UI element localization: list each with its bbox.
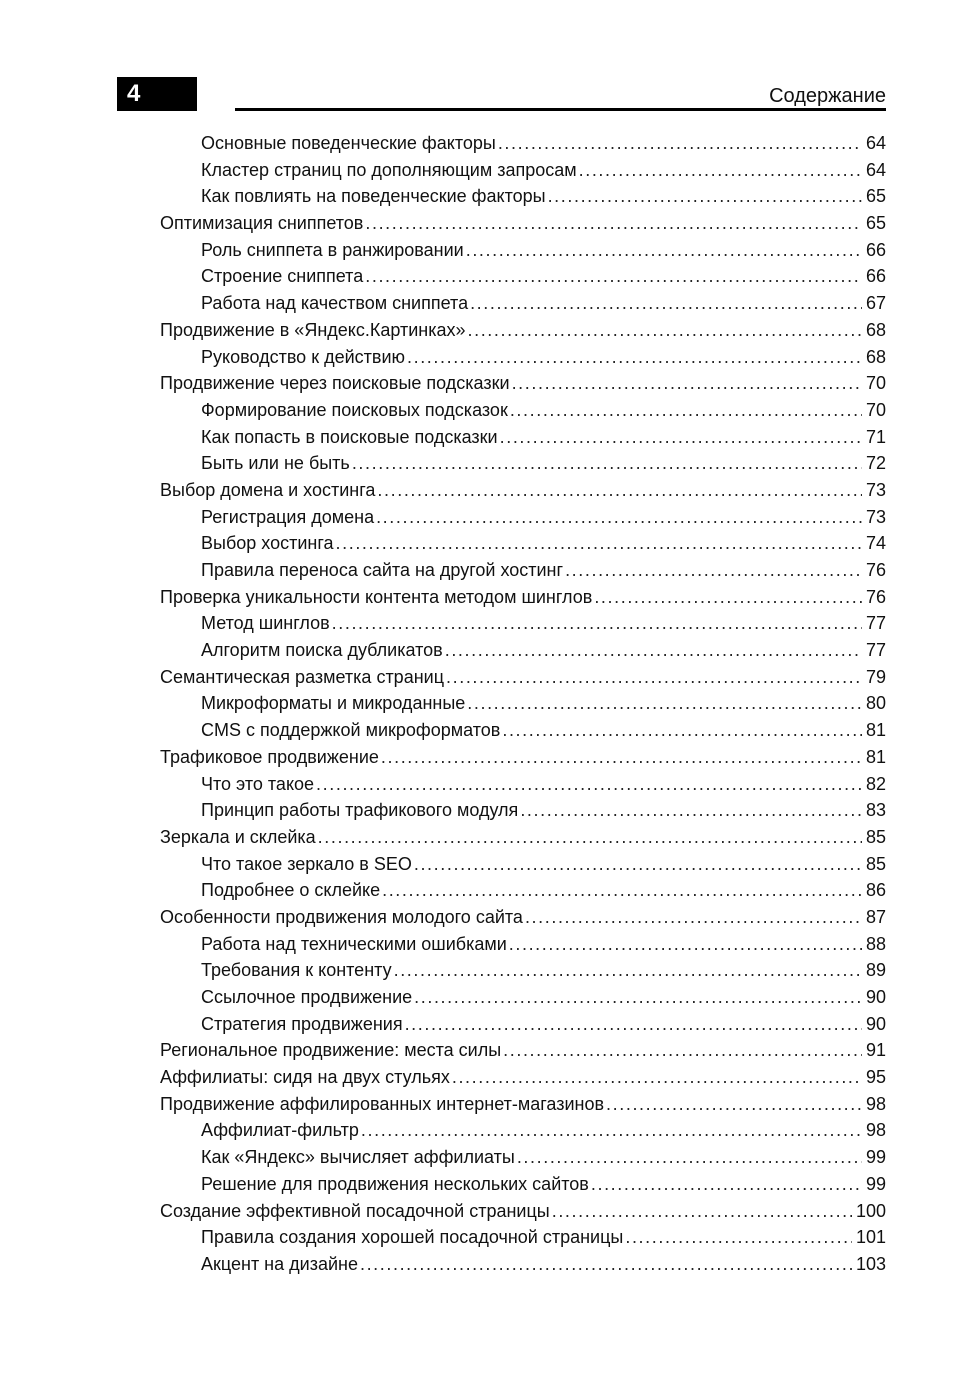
toc-dot-leader xyxy=(594,584,862,611)
toc-subsection-entry xyxy=(160,797,886,824)
toc-dot-leader xyxy=(316,771,862,798)
toc-dot-leader xyxy=(414,851,862,878)
toc-entry-title: Регистрация домена xyxy=(201,506,375,527)
toc-subsection-entry xyxy=(160,1224,886,1251)
toc-dot-leader xyxy=(318,824,862,851)
toc-entry-title: Как попасть в поисковые подсказки xyxy=(201,426,498,447)
toc-entry-page-number: 95 xyxy=(865,1067,886,1088)
toc-entry-page-number: 82 xyxy=(865,773,886,794)
table-of-contents xyxy=(160,130,886,1278)
toc-entry-title: Создание эффективной посадочной страницы xyxy=(160,1200,550,1221)
toc-dot-leader xyxy=(510,397,862,424)
toc-entry-page-number: 85 xyxy=(865,826,886,847)
toc-entry-page-number: 83 xyxy=(865,800,886,821)
toc-dot-leader xyxy=(502,717,862,744)
toc-subsection-entry xyxy=(160,530,886,557)
toc-entry-title: Выбор хостинга xyxy=(201,533,334,554)
toc-entry-title: Продвижение аффилированных интернет-магазинов xyxy=(160,1093,605,1114)
toc-subsection-entry xyxy=(160,690,886,717)
toc-entry-page-number: 87 xyxy=(865,906,886,927)
toc-dot-leader xyxy=(512,370,862,397)
toc-entry-page-number: 79 xyxy=(865,666,886,687)
toc-entry-title: Правила создания хорошей посадочной страницы xyxy=(201,1227,624,1248)
toc-entry-title: Что такое зеркало в SEO xyxy=(201,853,412,874)
toc-subsection-entry xyxy=(160,610,886,637)
toc-dot-leader xyxy=(606,1091,862,1118)
toc-entry-page-number: 81 xyxy=(865,720,886,741)
toc-dot-leader xyxy=(445,637,862,664)
toc-subsection-entry xyxy=(160,344,886,371)
toc-dot-leader xyxy=(525,904,862,931)
toc-subsection-entry xyxy=(160,957,886,984)
toc-dot-leader xyxy=(503,1037,862,1064)
toc-entry-title: Работа над качеством сниппета xyxy=(201,293,469,314)
toc-entry-title: Как «Яндекс» вычисляет аффилиаты xyxy=(201,1147,515,1168)
toc-dot-leader xyxy=(500,424,862,451)
toc-dot-leader xyxy=(414,984,862,1011)
toc-entry-page-number: 67 xyxy=(865,293,886,314)
toc-entry-page-number: 66 xyxy=(865,239,886,260)
toc-subsection-entry xyxy=(160,1011,886,1038)
toc-subsection-entry xyxy=(160,237,886,264)
toc-subsection-entry xyxy=(160,263,886,290)
toc-entry-title: CMS с поддержкой микроформатов xyxy=(201,720,501,741)
toc-entry-title: Стратегия продвижения xyxy=(201,1013,403,1034)
toc-entry-title: Требования к контенту xyxy=(201,960,392,981)
toc-subsection-entry xyxy=(160,450,886,477)
toc-dot-leader xyxy=(470,290,862,317)
toc-entry-page-number: 64 xyxy=(865,159,886,180)
toc-subsection-entry xyxy=(160,637,886,664)
toc-section-entry xyxy=(160,1064,886,1091)
toc-entry-title: Аффилиат-фильтр xyxy=(201,1120,359,1141)
toc-entry-page-number: 65 xyxy=(865,213,886,234)
toc-entry-page-number: 73 xyxy=(865,506,886,527)
toc-entry-page-number: 88 xyxy=(865,933,886,954)
toc-section-entry xyxy=(160,370,886,397)
toc-dot-leader xyxy=(452,1064,862,1091)
toc-dot-leader xyxy=(332,610,862,637)
toc-entry-page-number: 80 xyxy=(865,693,886,714)
toc-dot-leader xyxy=(552,1198,852,1225)
toc-entry-page-number: 74 xyxy=(865,533,886,554)
toc-entry-page-number: 98 xyxy=(865,1093,886,1114)
toc-dot-leader xyxy=(509,931,862,958)
toc-entry-title: Акцент на дизайне xyxy=(201,1253,358,1274)
toc-dot-leader xyxy=(365,210,862,237)
toc-entry-page-number: 81 xyxy=(865,746,886,767)
toc-section-entry xyxy=(160,1198,886,1225)
toc-dot-leader xyxy=(394,957,862,984)
toc-entry-title: Зеркала и склейка xyxy=(160,826,316,847)
toc-subsection-entry xyxy=(160,851,886,878)
toc-subsection-entry xyxy=(160,771,886,798)
toc-dot-leader xyxy=(376,504,862,531)
toc-dot-leader xyxy=(365,263,862,290)
toc-entry-page-number: 77 xyxy=(865,613,886,634)
toc-entry-title: Алгоритм поиска дубликатов xyxy=(201,640,443,661)
toc-entry-title: Микроформаты и микроданные xyxy=(201,693,466,714)
running-head-title: Содержание xyxy=(769,85,886,107)
toc-entry-title: Работа над техническими ошибками xyxy=(201,933,507,954)
toc-dot-leader xyxy=(466,237,862,264)
toc-subsection-entry xyxy=(160,877,886,904)
toc-entry-title: Проверка уникальности контента методом шинглов xyxy=(160,586,593,607)
toc-subsection-entry xyxy=(160,984,886,1011)
toc-entry-title: Что это такое xyxy=(201,773,315,794)
toc-dot-leader xyxy=(377,477,862,504)
toc-entry-title: Оптимизация сниппетов xyxy=(160,213,364,234)
toc-section-entry xyxy=(160,317,886,344)
toc-subsection-entry xyxy=(160,1144,886,1171)
toc-dot-leader xyxy=(548,183,862,210)
toc-entry-title: Региональное продвижение: места силы xyxy=(160,1040,502,1061)
toc-subsection-entry xyxy=(160,717,886,744)
toc-entry-page-number: 103 xyxy=(855,1253,886,1274)
toc-entry-title: Руководство к действию xyxy=(201,346,405,367)
toc-dot-leader xyxy=(360,1251,852,1278)
toc-entry-title: Решение для продвижения нескольких сайтов xyxy=(201,1173,589,1194)
toc-dot-leader xyxy=(520,797,862,824)
toc-section-entry xyxy=(160,664,886,691)
toc-section-entry xyxy=(160,477,886,504)
toc-dot-leader xyxy=(517,1144,862,1171)
toc-entry-page-number: 73 xyxy=(865,479,886,500)
toc-entry-title: Трафиковое продвижение xyxy=(160,746,379,767)
toc-entry-page-number: 89 xyxy=(865,960,886,981)
toc-entry-page-number: 90 xyxy=(865,987,886,1007)
toc-entry-page-number: 99 xyxy=(865,1173,886,1194)
toc-subsection-entry xyxy=(160,424,886,451)
toc-entry-page-number: 68 xyxy=(865,319,886,340)
toc-entry-title: Семантическая разметка страниц xyxy=(160,666,445,687)
toc-subsection-entry xyxy=(160,130,886,157)
toc-entry-page-number: 66 xyxy=(865,266,886,287)
toc-entry-page-number: 64 xyxy=(865,133,886,153)
toc-dot-leader xyxy=(498,130,862,157)
toc-entry-title: Продвижение через поисковые подсказки xyxy=(160,373,510,394)
toc-section-entry xyxy=(160,584,886,611)
toc-entry-page-number: 72 xyxy=(865,453,886,474)
toc-dot-leader xyxy=(352,450,862,477)
toc-entry-page-number: 77 xyxy=(865,640,886,661)
toc-subsection-entry xyxy=(160,1251,886,1278)
toc-entry-title: Как повлиять на поведенческие факторы xyxy=(201,186,546,207)
toc-entry-title: Метод шинглов xyxy=(201,613,330,634)
toc-entry-title: Быть или не быть xyxy=(201,453,350,474)
toc-subsection-entry xyxy=(160,557,886,584)
toc-entry-page-number: 98 xyxy=(865,1120,886,1141)
toc-entry-page-number: 100 xyxy=(855,1200,886,1221)
toc-section-entry xyxy=(160,744,886,771)
toc-dot-leader xyxy=(446,664,862,691)
toc-dot-leader xyxy=(405,1011,862,1038)
toc-entry-page-number: 76 xyxy=(865,560,886,580)
toc-entry-title: Кластер страниц по дополняющим запросам xyxy=(201,159,577,180)
toc-subsection-entry xyxy=(160,397,886,424)
toc-dot-leader xyxy=(382,877,862,904)
toc-subsection-entry xyxy=(160,504,886,531)
page-number: 4 xyxy=(117,77,197,111)
toc-entry-title: Роль сниппета в ранжировании xyxy=(201,239,464,260)
toc-entry-title: Выбор домена и хостинга xyxy=(160,479,376,500)
toc-entry-title: Правила переноса сайта на другой хостинг xyxy=(201,560,564,580)
toc-entry-page-number: 70 xyxy=(865,373,886,394)
toc-entry-page-number: 68 xyxy=(865,346,886,367)
toc-entry-page-number: 99 xyxy=(865,1147,886,1168)
toc-dot-leader xyxy=(361,1117,862,1144)
toc-dot-leader xyxy=(407,344,862,371)
toc-entry-title: Ссылочное продвижение xyxy=(201,987,413,1007)
toc-subsection-entry xyxy=(160,1117,886,1144)
toc-dot-leader xyxy=(381,744,862,771)
toc-dot-leader xyxy=(565,557,862,584)
toc-entry-title: Формирование поисковых подсказок xyxy=(201,399,508,420)
toc-section-entry xyxy=(160,824,886,851)
toc-entry-page-number: 76 xyxy=(865,586,886,607)
toc-entry-title: Подробнее о склейке xyxy=(201,880,381,901)
toc-subsection-entry xyxy=(160,157,886,184)
toc-subsection-entry xyxy=(160,931,886,958)
toc-section-entry xyxy=(160,1037,886,1064)
toc-subsection-entry xyxy=(160,183,886,210)
header-rule xyxy=(235,108,886,111)
toc-entry-page-number: 71 xyxy=(865,426,886,447)
toc-subsection-entry xyxy=(160,1171,886,1198)
toc-dot-leader xyxy=(625,1224,852,1251)
toc-dot-leader xyxy=(591,1171,862,1198)
toc-dot-leader xyxy=(467,690,862,717)
toc-entry-page-number: 91 xyxy=(865,1040,886,1061)
toc-entry-title: Особенности продвижения молодого сайта xyxy=(160,906,523,927)
toc-entry-title: Строение сниппета xyxy=(201,266,364,287)
toc-entry-page-number: 70 xyxy=(865,399,886,420)
toc-entry-title: Продвижение в «Яндекс.Картинках» xyxy=(160,319,466,340)
toc-dot-leader xyxy=(336,530,862,557)
toc-entry-page-number: 85 xyxy=(865,853,886,874)
toc-section-entry xyxy=(160,904,886,931)
toc-entry-page-number: 65 xyxy=(865,186,886,207)
toc-section-entry xyxy=(160,1091,886,1118)
toc-entry-page-number: 86 xyxy=(865,880,886,901)
toc-dot-leader xyxy=(468,317,862,344)
toc-section-entry xyxy=(160,210,886,237)
toc-dot-leader xyxy=(579,157,862,184)
toc-entry-title: Принцип работы трафикового модуля xyxy=(201,800,519,821)
toc-entry-title: Аффилиаты: сидя на двух стульях xyxy=(160,1067,450,1088)
toc-entry-page-number: 90 xyxy=(865,1013,886,1034)
toc-subsection-entry xyxy=(160,290,886,317)
toc-entry-page-number: 101 xyxy=(855,1227,886,1248)
toc-entry-title: Основные поведенческие факторы xyxy=(201,133,496,153)
